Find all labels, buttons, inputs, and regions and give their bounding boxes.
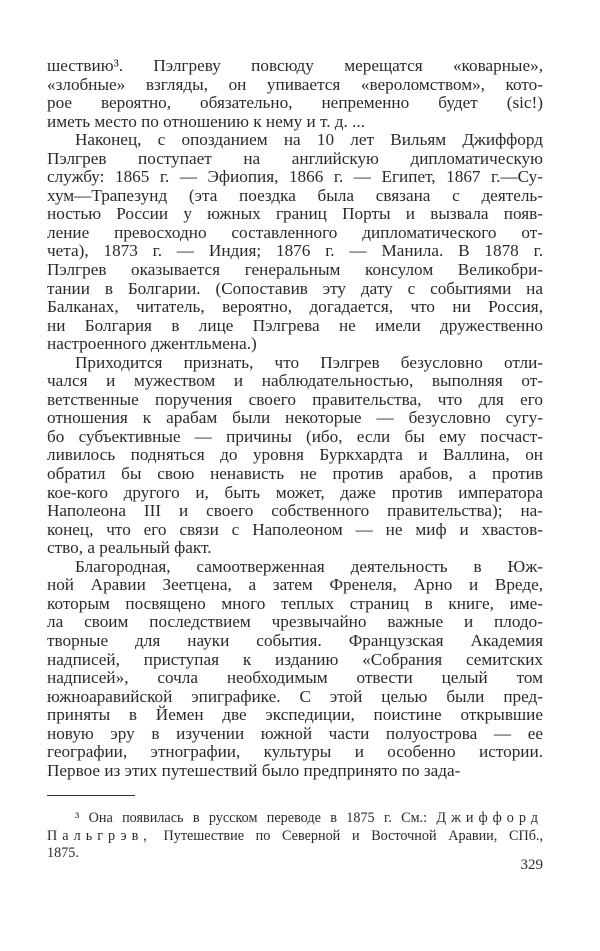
text-line: службу: 1865 г. — Эфиопия, 1866 г. — Египет, 1867 г.—Су-: [47, 167, 543, 187]
text-line: бо субъективные — причины (ибо, если бы ему посчаст-: [47, 426, 543, 446]
text-line: южноаравийской эпиграфике. С этой целью были пред-: [47, 686, 543, 706]
text-line: которым посвящено много теплых страниц в книге, име-: [47, 593, 543, 613]
text-line: обратил бы свою ненависть не против арабов, а против: [47, 464, 543, 484]
text-line: Пэлгрев оказывается генеральным консулом Великобри-: [47, 260, 543, 280]
text-line: отношения к арабам были некоторые — безусловно сугу-: [47, 408, 543, 428]
footnote-line: [47, 810, 543, 828]
text-line: приняты в Йемен две экспедиции, поистине открывшие: [47, 705, 543, 725]
text-line: ла своим последствием чрезвычайно важные и плодо-: [47, 612, 543, 632]
text-line: рое вероятно, обязательно, непременно будет (sic!): [47, 93, 543, 113]
text-line: ветственные поручения своего правительства, что для его: [47, 389, 543, 409]
text-line: географии, этнографии, культуры и особенно истории.: [47, 742, 543, 762]
footnote-text: ³ Она появилась в русском переводе в 1875 г. См.:: [75, 810, 428, 826]
text-line: конец, что его связи с Наполеоном — не миф и хвастов-: [47, 519, 543, 539]
text-line: Первое из этих путешествий было предпринято по зада-: [47, 760, 461, 780]
text-line: новую эру в изучении южной части полуострова — ее: [47, 723, 543, 743]
text-line: надписей», сочла необходимым отвести целый том: [47, 668, 543, 688]
text-line: чался и мужеством и наблюдательностью, выполняя от-: [47, 371, 543, 391]
text-line: Балканах, читатель, вероятно, догадается, что ни Россия,: [47, 297, 543, 317]
text-line: тании в Болгарии. (Сопоставив эту дату с событиями на: [47, 278, 543, 298]
text-line: чета), 1873 г. — Индия; 1876 г. — Манила. В 1878 г.: [47, 241, 543, 261]
text-line: Наполеона III и своего собственного правительства); на-: [47, 501, 543, 521]
text-line: иметь место по отношению к нему и т. д. ...: [47, 111, 366, 131]
text-line: хум—Трапезунд (эта поездка была связана с деятель-: [47, 185, 543, 205]
footnote-author: Пальгрэв,: [47, 827, 152, 844]
footnote-divider: [47, 795, 135, 796]
text-line: ство, а реальный факт.: [47, 538, 212, 558]
text-line: шествию³. Пэлгреву повсюду мерещатся «коварные»,: [47, 56, 543, 75]
footnote-line: [47, 828, 543, 846]
text-line: Пэлгрев поступает на английскую дипломатическую: [47, 148, 543, 168]
text-line: кое-кого другого и, быть может, даже против императора: [47, 482, 543, 502]
footnote-author: Джиффорд: [436, 810, 544, 826]
text-line: ление превосходно составленного дипломатического от-: [47, 222, 543, 242]
text-line: надписей, приступая к изданию «Собрания семитских: [47, 649, 543, 669]
footnote-text: Путешествие по Северной и Восточной Аравии, СПб.,: [163, 827, 544, 844]
footnote-line: 1875.: [47, 845, 79, 861]
body-text: [47, 57, 543, 780]
text-line: Наконец, с опозданием на 10 лет Вильям Джиффорд: [75, 130, 543, 150]
text-line: ностью России у южных границ Порты и вызвала появ-: [47, 204, 543, 224]
text-line: «злобные» взгляды, он упивается «вероломством», кото-: [47, 74, 543, 94]
text-line: Благородная, самоотверженная деятельность в Юж-: [75, 556, 543, 576]
text-line: ливилось подняться до уровня Буркхардта и Валлина, он: [47, 445, 543, 465]
text-line: Приходится признать, что Пэлгрев безусловно отли-: [75, 352, 543, 372]
text-line: настроенного джентльмена.): [47, 334, 257, 354]
text-line: творные для науки события. Французская Академия: [47, 630, 543, 650]
text-line: ни Болгария в лице Пэлгрева не имели дружественно: [47, 315, 543, 335]
text-line: ной Аравии Зеетцена, а затем Френеля, Арно и Вреде,: [47, 575, 543, 595]
page-number: 329: [520, 857, 543, 873]
footnote: [47, 810, 543, 863]
